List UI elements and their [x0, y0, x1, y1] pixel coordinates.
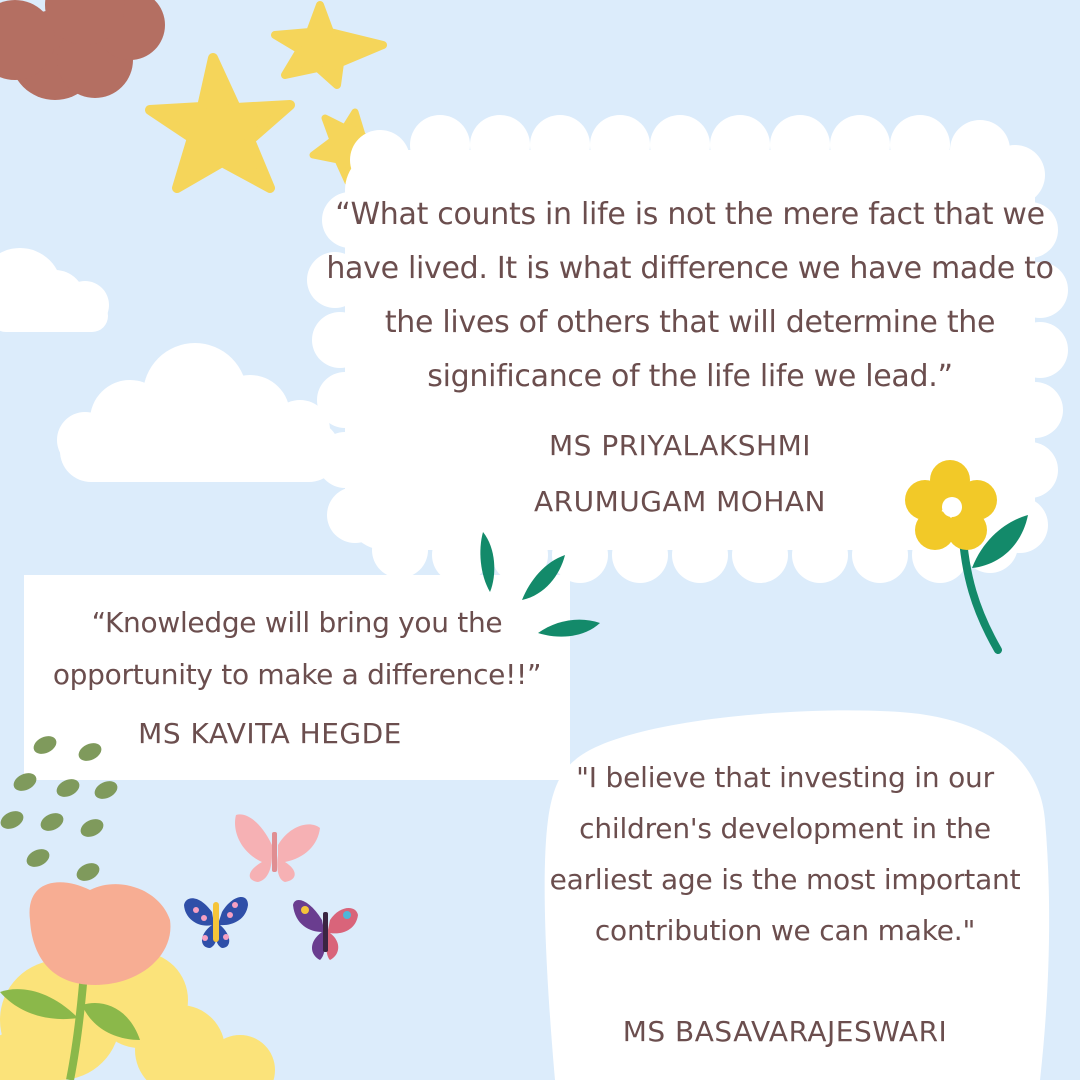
star-icon: [150, 58, 290, 188]
quote-1-text: “What counts in life is not the mere fact that we have lived. It is what difference we have made to the lives of others that will determine the significance of the life life we lead.”: [326, 197, 1054, 394]
star-icon: [275, 5, 383, 85]
butterfly-icon: [235, 814, 320, 882]
brown-cloud-icon: [0, 0, 165, 100]
quote-1-author: MS PRIYALAKSHMI ARUMUGAM MOHAN: [533, 429, 827, 518]
quote-2-text: “Knowledge will bring you the opportunity to make a difference!!”: [52, 606, 542, 691]
quote-3-text: "I believe that investing in our children's development in the earliest age is the most important contribution we can make.": [549, 761, 1021, 947]
quote-2-author: MS KAVITA HEGDE: [138, 717, 402, 750]
butterfly-icon: [184, 897, 248, 948]
quote-3-author: MS BASAVARAJESWARI: [622, 1015, 948, 1048]
cloud-icon: [0, 248, 109, 332]
cloud-icon: [57, 343, 340, 482]
butterfly-icon: [293, 900, 358, 960]
